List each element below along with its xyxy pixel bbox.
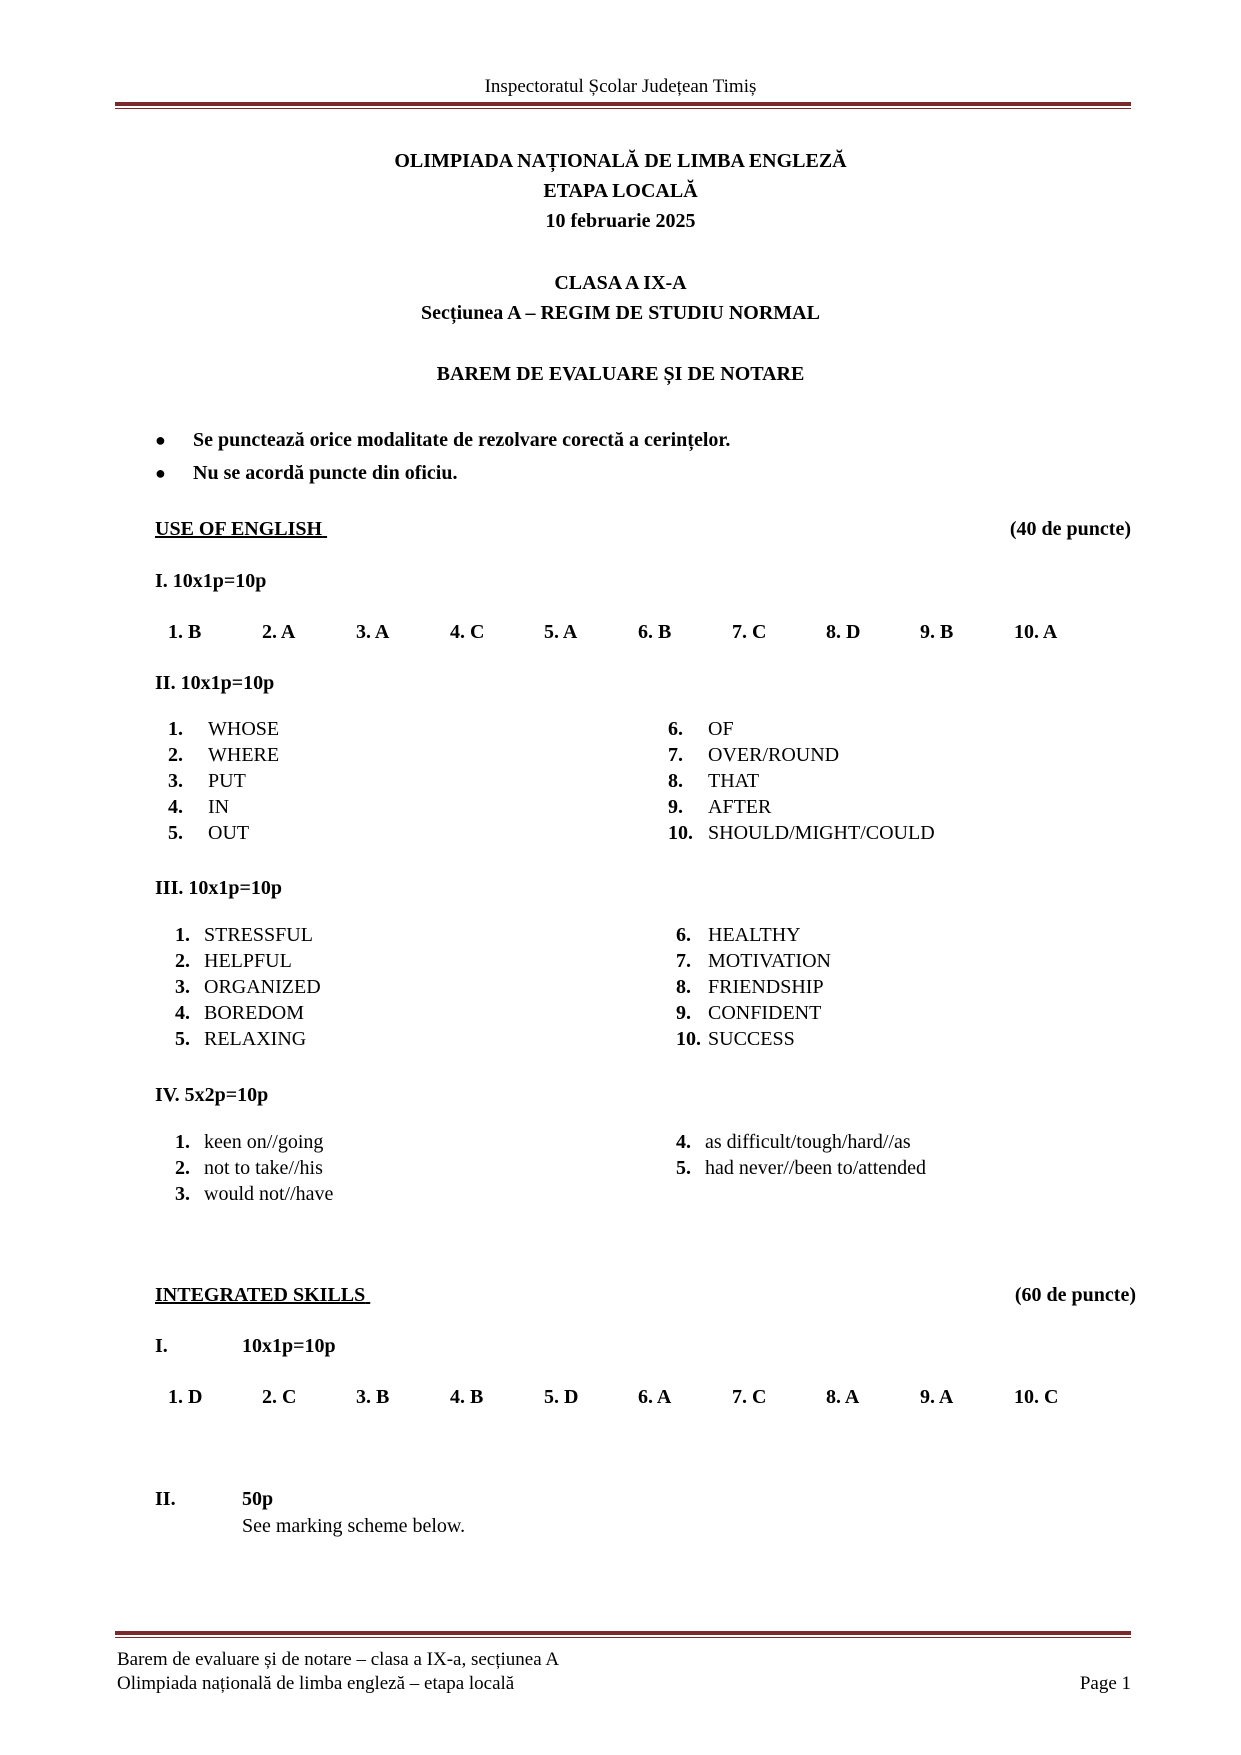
answer-item: 6. B xyxy=(638,621,672,643)
page-header: Inspectoratul Școlar Județean Timiș xyxy=(484,76,757,97)
section-title: USE OF ENGLISH xyxy=(155,518,323,540)
section-points: (40 de puncte) xyxy=(1009,518,1131,540)
answer-item: 3. ORGANIZED xyxy=(175,976,321,998)
answer-item: 8. FRIENDSHIP xyxy=(676,976,824,998)
footer-rule xyxy=(115,1631,1131,1638)
exercise-label: II. 10x1p=10p xyxy=(155,672,275,694)
answer-item: 10. SHOULD/MIGHT/COULD xyxy=(668,822,935,844)
exercise-label: III. 10x1p=10p xyxy=(155,877,282,899)
answer-item: 9. B xyxy=(920,621,954,643)
answer-item: 4. as difficult/tough/hard//as xyxy=(676,1131,911,1153)
exercise-label: IV. 5x2p=10p xyxy=(155,1084,269,1106)
answer-item: 2. not to take//his xyxy=(175,1157,323,1179)
answer-item: 10. A xyxy=(1014,621,1058,643)
instruction-item: ● Se punctează orice modalitate de rezolvare corectă a cerințelor. xyxy=(155,429,731,451)
section-integrated-skills xyxy=(155,1284,1136,1307)
answer-row xyxy=(168,1386,1108,1409)
answer-item: 10. C xyxy=(1014,1386,1059,1408)
answer-item: 1. B xyxy=(168,621,202,643)
doc-stage: ETAPA LOCALĂ xyxy=(543,180,698,202)
answer-item: 3. A xyxy=(356,621,390,643)
exercise-label: 50p xyxy=(242,1488,274,1510)
answer-column-right xyxy=(676,924,831,1054)
answer-item: 2. A xyxy=(262,621,296,643)
answer-item: 7. C xyxy=(732,1386,767,1408)
doc-section: Secțiunea A – REGIM DE STUDIU NORMAL xyxy=(421,302,820,324)
answer-item: 4. BOREDOM xyxy=(175,1002,305,1024)
answer-item: 8. D xyxy=(826,621,861,643)
answer-column-left xyxy=(175,924,321,1054)
answer-column-right xyxy=(668,718,935,848)
section-points: (60 de puncte) xyxy=(1014,1284,1136,1306)
answer-item: 9. AFTER xyxy=(668,796,772,818)
answer-item: 6. OF xyxy=(668,718,734,740)
section-use-of-english xyxy=(155,518,1131,541)
exercise-number: I. xyxy=(155,1335,168,1357)
exercise-label: I. 10x1p=10p xyxy=(155,570,267,592)
answer-item: 3. B xyxy=(356,1386,390,1408)
exercise-note: See marking scheme below. xyxy=(242,1515,466,1537)
answer-item: 5. A xyxy=(544,621,578,643)
answer-item: 5. RELAXING xyxy=(175,1028,307,1050)
doc-subtitle: BAREM DE EVALUARE ȘI DE NOTARE xyxy=(436,363,805,385)
exercise-number: II. xyxy=(155,1488,176,1510)
answer-item: 4. B xyxy=(450,1386,484,1408)
answer-item: 1. D xyxy=(168,1386,203,1408)
doc-title: OLIMPIADA NAȚIONALĂ DE LIMBA ENGLEZĂ xyxy=(394,150,847,172)
answer-item: 8. A xyxy=(826,1386,860,1408)
instruction-list xyxy=(155,424,730,490)
doc-date: 10 februarie 2025 xyxy=(545,210,696,232)
answer-item: 1. keen on//going xyxy=(175,1131,324,1153)
answer-item: 3. PUT xyxy=(168,770,246,792)
answer-item: 5. OUT xyxy=(168,822,250,844)
answer-item: 9. CONFIDENT xyxy=(676,1002,822,1024)
answer-item: 5. had never//been to/attended xyxy=(676,1157,927,1179)
answer-item: 1. STRESSFUL xyxy=(175,924,313,946)
answer-item: 10. SUCCESS xyxy=(676,1028,795,1050)
answer-item: 7. MOTIVATION xyxy=(676,950,831,972)
answer-column-right xyxy=(676,1131,926,1183)
answer-item: 2. C xyxy=(262,1386,297,1408)
doc-class: CLASA A IX-A xyxy=(554,272,687,294)
answer-column-left xyxy=(175,1131,333,1209)
footer-line-1: Barem de evaluare și de notare – clasa a IX-a, secțiunea A xyxy=(117,1649,560,1670)
answer-item: 7. OVER/ROUND xyxy=(668,744,840,766)
answer-column-left xyxy=(168,718,279,848)
answer-item: 7. C xyxy=(732,621,767,643)
instruction-item: ● Nu se acordă puncte din oficiu. xyxy=(155,462,458,484)
answer-item: 6. HEALTHY xyxy=(676,924,801,946)
answer-item: 2. WHERE xyxy=(168,744,280,766)
footer-line-2: Olimpiada națională de limba engleză – etapa locală xyxy=(117,1673,515,1694)
answer-item: 4. C xyxy=(450,621,485,643)
section-title: INTEGRATED SKILLS xyxy=(155,1284,366,1306)
answer-item: 9. A xyxy=(920,1386,954,1408)
answer-item: 8. THAT xyxy=(668,770,760,792)
answer-item: 4. IN xyxy=(168,796,230,818)
exercise-label: 10x1p=10p xyxy=(242,1335,336,1357)
answer-row xyxy=(168,621,1108,644)
page-number: Page 1 xyxy=(1079,1673,1131,1694)
header-rule xyxy=(115,102,1131,109)
answer-item: 1. WHOSE xyxy=(168,718,280,740)
answer-item: 5. D xyxy=(544,1386,579,1408)
answer-item: 3. would not//have xyxy=(175,1183,334,1205)
answer-item: 6. A xyxy=(638,1386,672,1408)
answer-item: 2. HELPFUL xyxy=(175,950,292,972)
